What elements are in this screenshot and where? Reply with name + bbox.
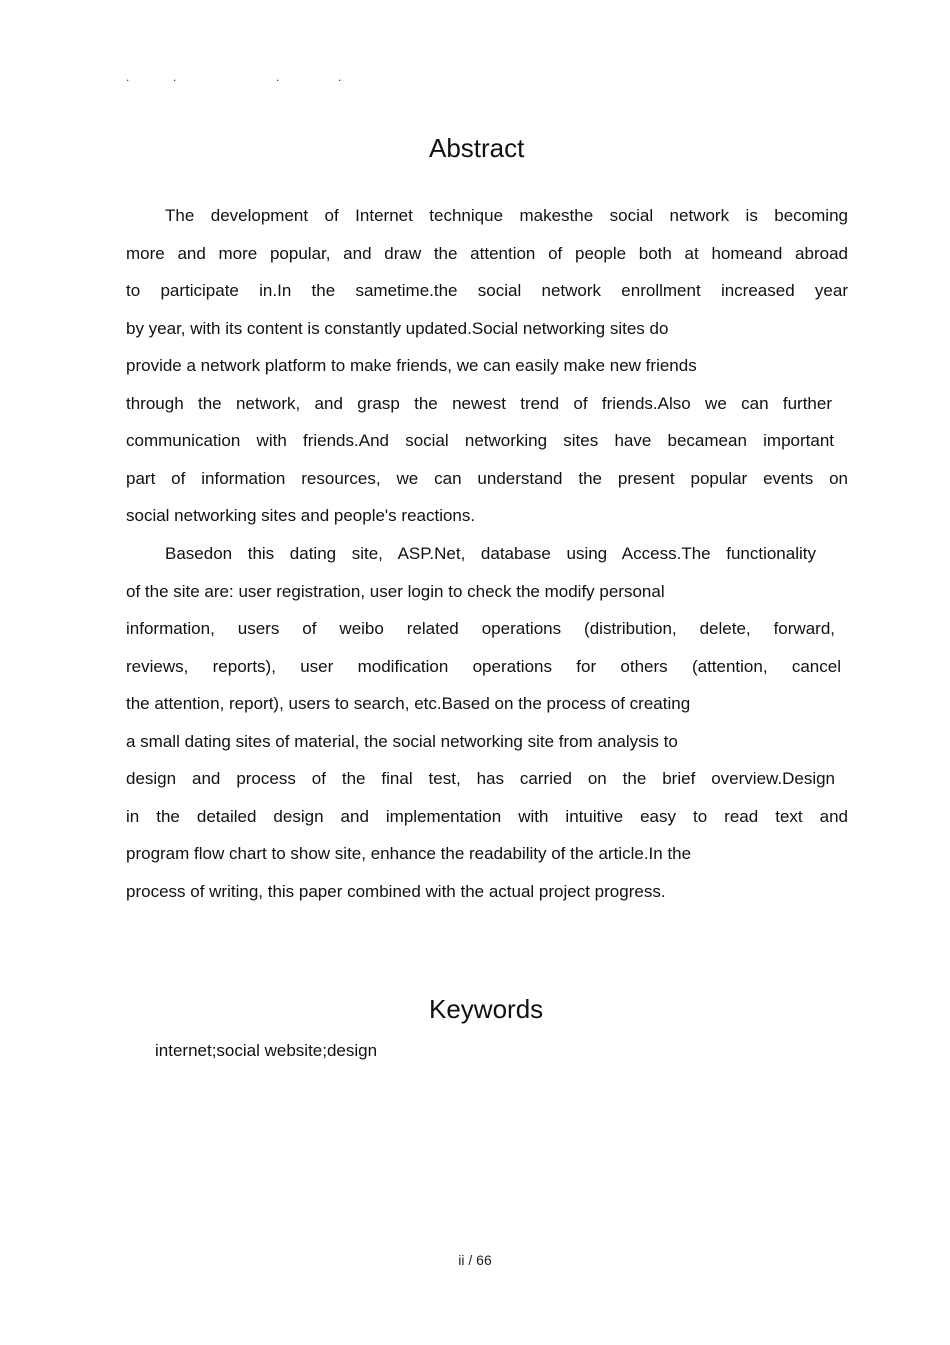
header-mark: . — [276, 70, 280, 84]
paragraph-line: Basedon this dating site, ASP.Net, database using Access.The functionality — [165, 544, 816, 563]
header-mark: . — [173, 70, 177, 84]
header-mark: . — [338, 70, 342, 84]
page-number: ii / 66 — [458, 1252, 492, 1268]
abstract-paragraph-2 — [126, 535, 848, 910]
paragraph-line: information, users of weibo related operations (distribution, delete, forward, — [126, 619, 835, 638]
paragraph-line: a small dating sites of material, the social networking site from analysis to — [126, 731, 678, 751]
paragraph-line: the attention, report), users to search, etc.Based on the process of creating — [126, 694, 691, 713]
paragraph-line: process of writing, this paper combined with the actual project progress. — [126, 881, 666, 901]
paragraph-line: in the detailed design and implementation with intuitive easy to read text and — [126, 806, 848, 826]
paragraph-line: The development of Internet technique makesthe social network is becoming — [165, 206, 848, 225]
paragraph-line: communication with friends.And social networking sites have becamean important — [126, 431, 834, 450]
header-marks — [126, 70, 356, 90]
keywords-text: internet;social website;design — [155, 1041, 378, 1060]
paragraph-line: by year, with its content is constantly updated.Social networking sites do — [126, 318, 669, 338]
paragraph-line: to participate in.In the sametime.the social network enrollment increased year — [126, 281, 848, 300]
paragraph-line: reviews, reports), user modification operations for others (attention, cancel — [126, 656, 841, 676]
paragraph-line: part of information resources, we can understand the present popular events on — [126, 468, 848, 488]
keywords-title: Keywords — [429, 994, 544, 1024]
paragraph-line: of the site are: user registration, user login to check the modify personal — [126, 581, 665, 601]
paragraph-line: program flow chart to show site, enhance the readability of the article.In the — [126, 844, 692, 863]
paragraph-line: through the network, and grasp the newest trend of friends.Also we can further — [126, 393, 832, 413]
paragraph-line: design and process of the final test, has carried on the brief overview.Design — [126, 769, 835, 788]
header-mark: . — [126, 70, 130, 84]
abstract-title: Abstract — [429, 133, 525, 163]
paragraph-line: provide a network platform to make friends, we can easily make new friends — [126, 356, 697, 375]
paragraph-line: social networking sites and people's reactions. — [126, 506, 476, 525]
abstract-paragraph-1 — [126, 197, 848, 535]
paragraph-line: more and more popular, and draw the attention of people both at homeand abroad — [126, 243, 848, 263]
